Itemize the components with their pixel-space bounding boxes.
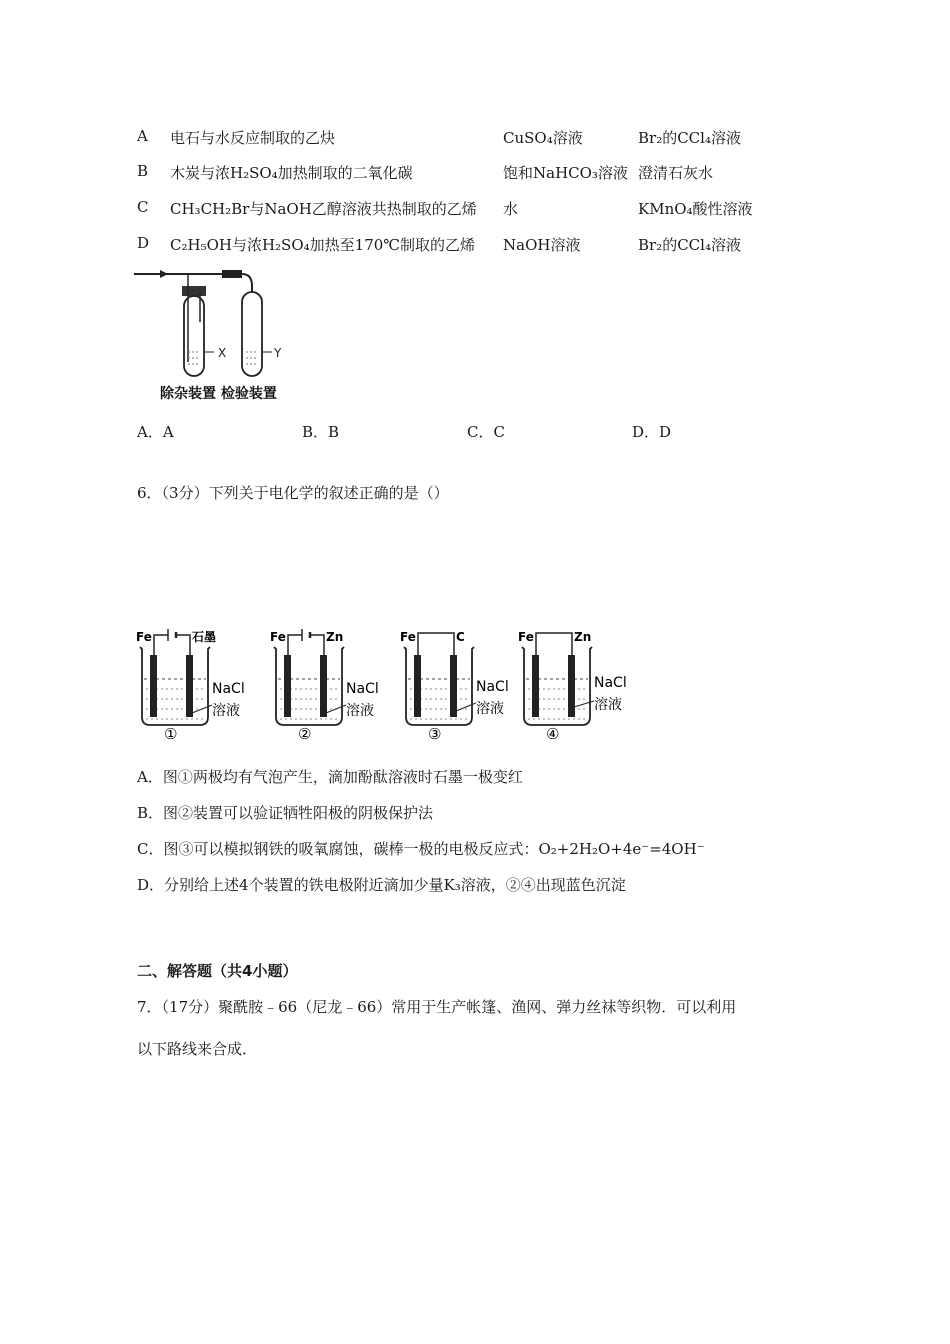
cell-1-solution-2: 溶液 [212, 703, 240, 719]
cell-3 [400, 630, 509, 743]
cell-2-left-label: Fe [270, 630, 286, 644]
q5-row-b [0, 162, 950, 184]
cell-2-solution-1: NaCl [346, 681, 379, 697]
cell-3-number: ③ [428, 725, 442, 743]
cell-1-number: ① [164, 725, 178, 743]
cell-2-solution-2: 溶液 [346, 703, 374, 719]
q6-option-d[interactable]: D．分别给上述4个装置的铁电极附近滴加少量K₃溶液，②④出现蓝色沉淀 [137, 876, 626, 894]
cell-3-left-label: Fe [400, 630, 416, 644]
cell-3-solution-2: 溶液 [476, 701, 504, 717]
row-letter: A [137, 127, 148, 145]
row-letter: B [137, 162, 149, 180]
apparatus-figure [130, 262, 320, 406]
row-y-reagent: Br₂的CCl₄溶液 [638, 129, 741, 147]
q5-option-d[interactable]: D．D [632, 423, 672, 441]
q5-option-c[interactable]: C．C [467, 423, 505, 441]
row-x-reagent: 饱和NaHCO₃溶液 [503, 164, 628, 182]
q5-row-d [0, 234, 950, 256]
section-2-heading: 二、解答题（共4小题） [137, 962, 298, 980]
row-reaction: C₂H₅OH与浓H₂SO₄加热至170℃制取的乙烯 [170, 236, 476, 254]
q7-line-2: 以下路线来合成． [137, 1040, 258, 1058]
row-letter: C [137, 198, 149, 216]
cell-4-number: ④ [546, 725, 560, 743]
cell-4-solution-2: 溶液 [594, 697, 622, 713]
q6-stem: 6．（3分）下列关于电化学的叙述正确的是（） [137, 484, 449, 502]
cell-4-left-label: Fe [518, 630, 534, 644]
row-reaction: 木炭与浓H₂SO₄加热制取的二氧化碳 [170, 164, 413, 182]
row-reaction: 电石与水反应制取的乙炔 [170, 129, 336, 147]
cell-1-right-label: 石墨 [192, 630, 217, 644]
q5-option-a[interactable]: A．A [137, 423, 174, 441]
q5-option-b[interactable]: B．B [302, 423, 340, 441]
row-y-reagent: Br₂的CCl₄溶液 [638, 236, 741, 254]
row-letter: D [137, 234, 150, 252]
electrochem-cells-figure [130, 625, 650, 745]
row-x-reagent: 水 [503, 200, 519, 218]
cell-2-number: ② [298, 725, 312, 743]
q6-option-b[interactable]: B．图②装置可以验证牺牲阳极的阴极保护法 [137, 804, 434, 822]
apparatus-caption: 除杂装置 检验装置 [160, 386, 277, 402]
cell-4 [518, 630, 627, 743]
cell-3-solution-1: NaCl [476, 679, 509, 695]
cell-4-solution-1: NaCl [594, 675, 627, 691]
q7-line-1: 7．（17分）聚酰胺﹣66（尼龙﹣66）常用于生产帐篷、渔网、弹力丝袜等织物．可以利用 [137, 998, 737, 1016]
q5-row-c [0, 198, 950, 220]
row-y-reagent: KMnO₄酸性溶液 [638, 200, 753, 218]
cell-2 [270, 629, 379, 743]
label-x: X [218, 346, 227, 360]
row-x-reagent: NaOH溶液 [503, 236, 581, 254]
cell-2-right-label: Zn [326, 630, 344, 644]
q5-row-a [0, 127, 950, 149]
cell-1-left-label: Fe [136, 630, 152, 644]
cell-1-solution-1: NaCl [212, 681, 245, 697]
cell-3-right-label: C [456, 630, 465, 644]
cell-4-right-label: Zn [574, 630, 592, 644]
row-x-reagent: CuSO₄溶液 [503, 129, 583, 147]
q6-option-a[interactable]: A．图①两极均有气泡产生，滴加酚酞溶液时石墨一极变红 [137, 768, 523, 786]
row-y-reagent: 澄清石灰水 [638, 164, 714, 182]
cell-1 [136, 629, 245, 743]
q6-option-c[interactable]: C．图③可以模拟钢铁的吸氧腐蚀，碳棒一极的电极反应式：O₂+2H₂O+4e⁻=4OH⁻ [137, 840, 705, 858]
row-reaction: CH₃CH₂Br与NaOH乙醇溶液共热制取的乙烯 [170, 200, 477, 218]
label-y: Y [274, 346, 282, 360]
